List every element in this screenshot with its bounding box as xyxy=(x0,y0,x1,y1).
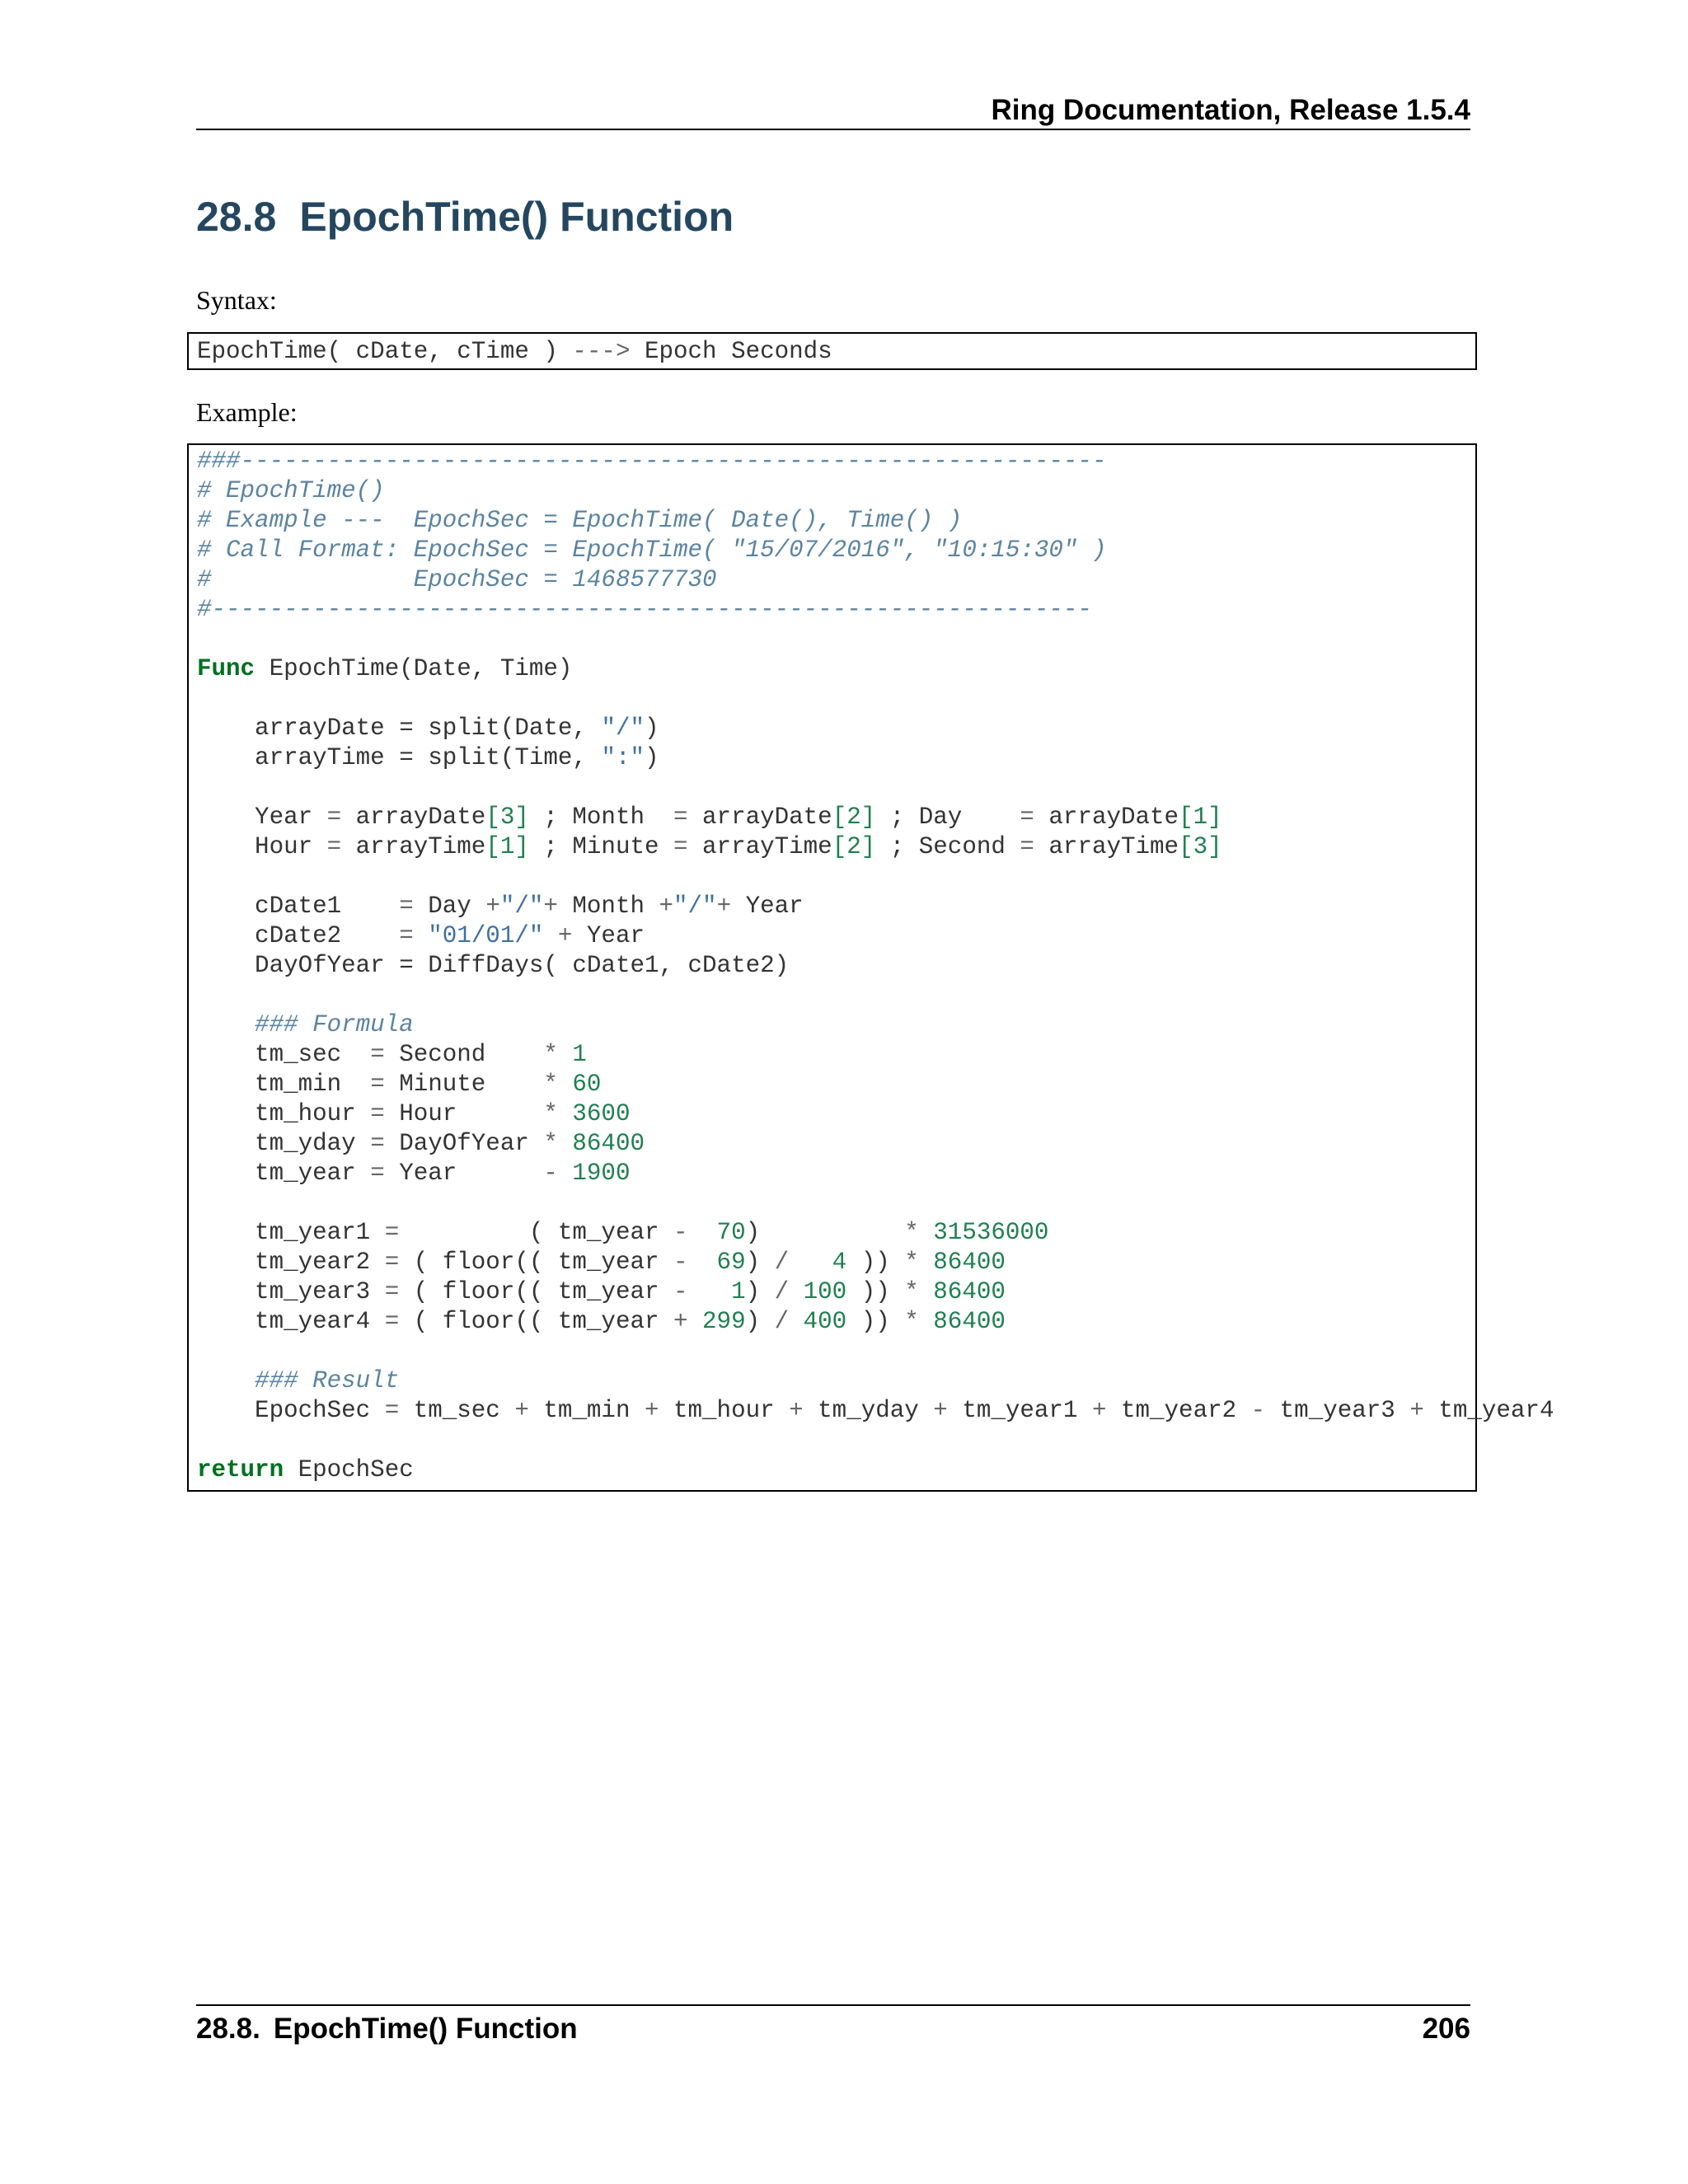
code-text: tm_min xyxy=(528,1397,645,1424)
operator: * xyxy=(543,1041,558,1068)
code-line-func xyxy=(197,654,572,684)
section-heading xyxy=(196,191,734,242)
operator: * xyxy=(543,1071,558,1098)
number-literal: 70 xyxy=(687,1219,746,1246)
operator: = xyxy=(399,922,414,949)
number-literal: 299 xyxy=(687,1308,746,1335)
code-text: Month xyxy=(557,893,659,920)
code-text: ; Day xyxy=(875,804,1020,831)
code-line-year xyxy=(197,803,1222,832)
code-text: tm_yday xyxy=(803,1397,934,1424)
code-text: tm_yday xyxy=(197,1130,371,1157)
index-literal: [3] xyxy=(1179,833,1222,860)
running-header-title: Ring Documentation, Release 1.5.4 xyxy=(991,94,1470,126)
code-line-1: ###------------------------------------------------------------ xyxy=(197,448,1107,475)
code-comment-formula: ### Formula xyxy=(197,1011,414,1038)
footer-section-number: 28.8. xyxy=(196,2013,260,2045)
return-keyword: return xyxy=(197,1456,284,1483)
operator: = xyxy=(370,1160,385,1187)
operator: * xyxy=(543,1100,558,1127)
code-text: tm_year4 xyxy=(1423,1397,1554,1424)
code-text: )) xyxy=(846,1308,905,1335)
index-literal: [1] xyxy=(485,833,529,860)
code-text: arrayTime xyxy=(1034,833,1179,860)
operator: = xyxy=(673,833,688,860)
code-line-split-time xyxy=(197,743,659,773)
operator: + xyxy=(557,922,573,949)
section-number: 28.8 xyxy=(196,194,277,240)
code-text: tm_year2 xyxy=(197,1249,385,1276)
code-text: Year xyxy=(197,804,327,831)
operator: + xyxy=(543,893,558,920)
operator: = xyxy=(399,893,414,920)
code-text: tm_min xyxy=(197,1071,371,1098)
code-text: Day xyxy=(413,893,486,920)
operator: = xyxy=(1020,833,1034,860)
code-line-dayofyear: DayOfYear = DiffDays( cDate1, cDate2) xyxy=(197,952,790,979)
code-text: tm_year3 xyxy=(1265,1397,1410,1424)
code-text: tm_year2 xyxy=(1106,1397,1251,1424)
string-literal: "/" xyxy=(499,893,544,920)
operator: = xyxy=(370,1130,385,1157)
code-line-4: # Call Format: EpochSec = EpochTime( "15/07/2016", "10:15:30" ) xyxy=(197,537,1107,564)
syntax-call: EpochTime( cDate, cTime ) xyxy=(197,338,573,365)
syntax-code-block xyxy=(187,332,1477,370)
code-text: arrayTime = split(Time, xyxy=(197,744,602,771)
code-line-tm-min xyxy=(197,1070,601,1099)
string-literal: "/" xyxy=(673,893,717,920)
code-text: )) xyxy=(846,1278,905,1305)
code-text: ( floor(( tm_year xyxy=(399,1249,674,1276)
code-text: ( floor(( tm_year xyxy=(399,1278,674,1305)
operator: + xyxy=(1091,1397,1107,1424)
operator: * xyxy=(904,1308,919,1335)
code-line-tm-yday xyxy=(197,1129,645,1159)
operator: + xyxy=(1409,1397,1424,1424)
operator: / xyxy=(774,1249,790,1276)
code-text: ; Minute xyxy=(528,833,674,860)
code-text: ( floor(( tm_year xyxy=(399,1308,674,1335)
code-text: Second xyxy=(384,1041,544,1068)
code-text: tm_hour xyxy=(659,1397,790,1424)
code-text: arrayDate xyxy=(687,804,832,831)
code-text: tm_year4 xyxy=(197,1308,385,1335)
string-literal: "/" xyxy=(601,715,645,742)
operator: + xyxy=(933,1397,948,1424)
operator: - xyxy=(673,1249,688,1276)
code-text: Year xyxy=(384,1160,544,1187)
number-literal: 100 xyxy=(789,1278,847,1305)
operator: = xyxy=(326,833,342,860)
number-literal: 60 xyxy=(557,1071,602,1098)
page-number: 206 xyxy=(1422,2013,1470,2045)
operator: * xyxy=(543,1130,558,1157)
code-text: tm_year1 xyxy=(197,1219,385,1246)
code-text: tm_year xyxy=(197,1160,371,1187)
number-literal: 1 xyxy=(557,1041,587,1068)
operator: = xyxy=(326,804,342,831)
operator: + xyxy=(485,893,500,920)
code-text: )) xyxy=(846,1249,905,1276)
code-line-cdate2 xyxy=(197,921,645,951)
operator: = xyxy=(384,1397,400,1424)
operator: / xyxy=(774,1278,790,1305)
operator: - xyxy=(673,1278,688,1305)
func-signature: EpochTime(Date, Time) xyxy=(255,655,573,682)
string-literal: ":" xyxy=(601,744,645,771)
code-comment-result: ### Result xyxy=(197,1367,400,1394)
code-line-tm-year4 xyxy=(197,1307,1006,1337)
number-literal: 69 xyxy=(687,1249,746,1276)
code-line-hour xyxy=(197,832,1222,862)
code-text: arrayDate xyxy=(341,804,486,831)
code-text: ) xyxy=(745,1249,775,1276)
code-text: tm_sec xyxy=(197,1041,371,1068)
code-line-2: # EpochTime() xyxy=(197,477,385,504)
code-text: ) xyxy=(644,744,659,771)
code-text: Hour xyxy=(384,1100,544,1127)
code-line-5: # EpochSec = 1468577730 xyxy=(197,566,717,593)
code-text: Year xyxy=(572,922,645,949)
footer-rule xyxy=(196,2004,1470,2006)
code-line-tm-hour xyxy=(197,1099,630,1129)
code-text: tm_year3 xyxy=(197,1278,385,1305)
example-label: Example: xyxy=(196,397,298,427)
code-text: ; Month xyxy=(528,804,674,831)
code-text: EpochSec xyxy=(284,1456,414,1483)
code-line-split-date xyxy=(197,714,659,743)
operator: = xyxy=(384,1278,400,1305)
syntax-arrow: ---> xyxy=(572,338,631,365)
code-text: cDate1 xyxy=(197,893,400,920)
code-line-tm-year xyxy=(197,1159,630,1188)
code-text: arrayDate xyxy=(1034,804,1179,831)
number-literal: 1900 xyxy=(557,1160,631,1187)
code-text: Year xyxy=(731,893,804,920)
operator: * xyxy=(904,1249,919,1276)
operator: = xyxy=(1020,804,1034,831)
code-text: arrayTime xyxy=(687,833,832,860)
number-literal: 3600 xyxy=(557,1100,631,1127)
code-line-epochsec xyxy=(197,1396,1554,1426)
operator: = xyxy=(370,1100,385,1127)
index-literal: [1] xyxy=(1179,804,1222,831)
code-text: ) xyxy=(644,715,659,742)
number-literal: 31536000 xyxy=(918,1219,1049,1246)
operator: = xyxy=(384,1219,400,1246)
index-literal: [3] xyxy=(485,804,529,831)
code-text: DayOfYear xyxy=(384,1130,544,1157)
operator: - xyxy=(673,1219,688,1246)
section-title: EpochTime() Function xyxy=(299,194,734,240)
operator: = xyxy=(370,1041,385,1068)
operator: * xyxy=(904,1278,919,1305)
syntax-result: Epoch Seconds xyxy=(630,338,832,365)
code-text: tm_sec xyxy=(399,1397,515,1424)
code-text: EpochSec xyxy=(197,1397,385,1424)
code-line-return xyxy=(197,1455,414,1485)
code-text: tm_year1 xyxy=(947,1397,1092,1424)
operator: - xyxy=(1250,1397,1266,1424)
number-literal: 1 xyxy=(687,1278,746,1305)
operator: + xyxy=(789,1397,804,1424)
operator: = xyxy=(370,1071,385,1098)
operator: - xyxy=(543,1160,558,1187)
code-text: cDate2 xyxy=(197,922,400,949)
operator: = xyxy=(673,804,688,831)
number-literal: 86400 xyxy=(918,1308,1006,1335)
code-text: Hour xyxy=(197,833,327,860)
syntax-code-line xyxy=(197,337,832,367)
operator: + xyxy=(514,1397,529,1424)
code-text: ) xyxy=(745,1308,775,1335)
code-text: arrayDate = split(Date, xyxy=(197,715,602,742)
code-text: tm_hour xyxy=(197,1100,371,1127)
syntax-label: Syntax: xyxy=(196,285,277,315)
code-text: ) xyxy=(745,1278,775,1305)
operator: + xyxy=(716,893,732,920)
code-line-tm-year1 xyxy=(197,1218,1048,1248)
operator: + xyxy=(659,893,674,920)
code-line-cdate1 xyxy=(197,892,804,921)
footer-title: EpochTime() Function xyxy=(273,2013,578,2045)
code-line-6: #------------------------------------------------------------- xyxy=(197,596,1092,623)
operator: = xyxy=(384,1308,400,1335)
code-text: arrayTime xyxy=(341,833,486,860)
number-literal: 86400 xyxy=(918,1249,1006,1276)
code-text: ) xyxy=(745,1219,905,1246)
number-literal: 86400 xyxy=(557,1130,645,1157)
code-text: ( tm_year xyxy=(399,1219,674,1246)
index-literal: [2] xyxy=(832,833,876,860)
code-text: ; Second xyxy=(875,833,1020,860)
index-literal: [2] xyxy=(832,804,876,831)
code-line-tm-year3 xyxy=(197,1277,1006,1307)
number-literal: 400 xyxy=(789,1308,847,1335)
operator: = xyxy=(384,1249,400,1276)
operator: + xyxy=(644,1397,659,1424)
code-line-tm-year2 xyxy=(197,1248,1006,1277)
code-text: Minute xyxy=(384,1071,544,1098)
number-literal: 86400 xyxy=(918,1278,1006,1305)
operator: * xyxy=(904,1219,919,1246)
code-line-tm-sec xyxy=(197,1040,587,1070)
func-keyword: Func xyxy=(197,655,256,682)
footer-section-title xyxy=(196,2011,578,2047)
code-line-3: # Example --- EpochSec = EpochTime( Date(), Time() ) xyxy=(197,507,963,534)
operator: / xyxy=(774,1308,790,1335)
number-literal: 4 xyxy=(789,1249,847,1276)
example-code-block xyxy=(187,443,1554,1492)
header-rule xyxy=(196,129,1470,130)
operator: + xyxy=(673,1308,688,1335)
string-literal: "01/01/" xyxy=(413,922,544,949)
